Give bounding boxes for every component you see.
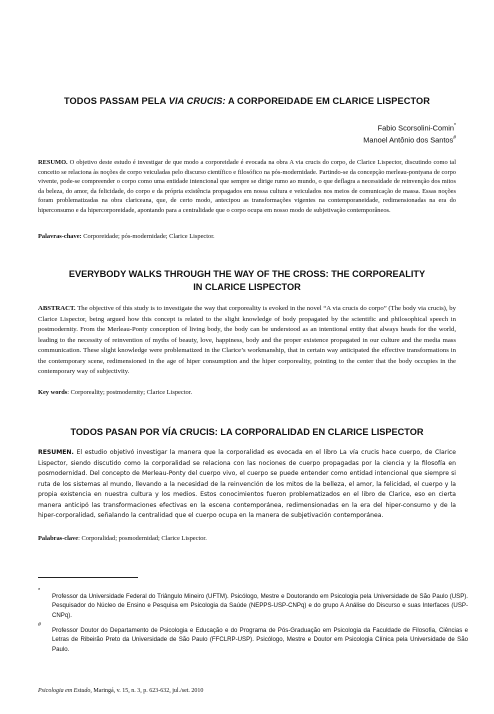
footnote-1-mark: * (38, 588, 41, 594)
abstract-english (38, 304, 456, 378)
abstract-en-label: ABSTRACT. (38, 305, 76, 312)
title-pt-italic: VIA CRUCIS: (168, 96, 226, 106)
title-english (36, 268, 458, 294)
author-1 (363, 121, 456, 133)
keywords-spanish (38, 535, 207, 542)
keywords-es-label: Palabras-clave (38, 535, 79, 542)
running-footer (38, 688, 203, 694)
abstract-en-text: The objective of this study is to investigate the way that corporeality is evoked in the novel “A via crucis do corpo” (The body via crucis), by Clarice Lispector, being argued how this concept is related to the slight knowledge of body propagated by the scientific and philosophical speech in postmodernity. From the Merleau-Ponty conception of living body, the body can be understood as an intentional entity that always heads for the world, leading to the necessity of reinvention of myths of beauty, love, happiness, body and the proper existence propagated in our culture and the media mass communication. These slight knowledge were problematized in the Clarice’s workmanship, that in certain way anticipated the effective transformations in the contemporary scene, redimensioned in the age of hiper consumption and the hiper corporeality, pointing to the center that the body occupies in the contemporary way of subjectivity. (38, 305, 456, 375)
author-2 (363, 133, 456, 145)
footnote-divider (38, 577, 138, 578)
title-portuguese (36, 96, 458, 106)
abstract-portuguese (38, 158, 456, 216)
author-2-name: Manoel Antônio dos Santos (363, 135, 454, 145)
author-1-name: Fabio Scorsolini-Comin (377, 123, 455, 133)
title-spanish: TODOS PASAN POR VÍA CRUCIS: LA CORPORALIDAD EN CLARICE LISPECTOR (70, 427, 424, 437)
title-pt-suffix: A CORPOREIDADE EM CLARICE LISPECTOR (225, 96, 431, 106)
footnote-2: Professor Doutor do Departamento de Psicologia e Educação e do Programa de Pós-Graduação em Psicologia da Faculdade de Filosofia, Ciências e Letras de Ribeirão Preto da Universidade de São Paulo (FFCLRP-USP). Psicólogo, Mestre e Doutor em Psicologia Clínica pela Universidade de São Paulo. (52, 627, 468, 653)
footnote-1: Professor da Universidade Federal do Triângulo Mineiro (UFTM). Psicólogo, Mestre e Doutorando em Psicologia pela Universidade de São Paulo (USP). Pesquisador do Núcleo de Ensino e Pesquisa em Psicologia da Saúde (NEPPS-USP-CNPq) e do grupo A Análise do Discurso e suas Interfaces (USP-CNPq). (52, 593, 468, 619)
footnote-2-mark: # (38, 622, 42, 628)
title-en-line1: EVERYBODY WALKS THROUGH THE WAY OF THE CROSS: THE CORPOREALITY (68, 269, 426, 279)
keywords-pt-label: Palavras-chave: (38, 233, 82, 240)
keywords-es-text: : Corporalidad; posmodernidad; Clarice Lispector. (78, 535, 207, 542)
author-2-mark: # (453, 135, 456, 142)
title-pt-prefix: TODOS PASSAM PELA (63, 96, 169, 106)
keywords-en-label: Key words (38, 389, 68, 396)
journal-details: , Maringá, v. 15, n. 3, p. 623-632, jul./set. 2010 (90, 688, 204, 694)
abstract-spanish (38, 448, 456, 522)
abstract-pt-label: RESUMO. (38, 159, 68, 166)
abstract-pt-text: O objetivo deste estudo é investigar de que modo a corporeidade é evocada na obra A via crucis do corpo, de Clarice Lispector, discutindo como tal conceito se relaciona às noções de corpo veiculadas pelo discurso científico e filosófico na pós-modernidade. Partindo-se da concepção merleau-pontyana de corpo vivente, pode-se compreender o corpo como uma entidade intencional que sempre se dirige rumo ao mundo, o que deflagra a necessidade de reinvenção dos mitos da beleza, do amor, da felicidade, do corpo e da própria existência propagados em nossa cultura e veiculados nos meios de comunicação de massa. Essas noções foram problematizadas na obra clariceana, que, de certo modo, antecipou as transformações vigentes na contemporaneidade, redimensionadas na era do hiperconsumo e da hipercorporeidade, apontando para a centralidade que o corpo ocupa em nosso modo de subjetivação contemporâneos. (38, 159, 456, 214)
keywords-english (38, 389, 192, 396)
abstract-es-text: El estudio objetivó investigar la manera que la corporalidad es evocada en el libro La vía crucis hace cuerpo, de Clarice Lispector, siendo discutido como la corporalidad se relaciona con las nociones de cuerpo propagadas por la ciencia y la filosofía en posmodernidad. Del concepto de Merleau-Ponty del cuerpo vivo, el cuerpo se puede entender como entidad intencional que siempre si ruta de los sistemas al mundo, llevando a la necesidad de la reinvención de los mitos de la belleza, el amor, la felicidad, el cuerpo y la propia existencia en nuestra cultura y los medios. Estos conocimientos fueron problematizados en el libro de Clarice, eso en cierta manera anticipó las transformaciones efectivas en la escena contemporánea, redimensionadas en la era del hiper-consumo y de la hiper-corporalidad, señalando la centralidad que el cuerpo ocupa en la manera de subjetivación contemporánea. (38, 449, 456, 519)
author-1-mark: * (454, 123, 456, 129)
keywords-en-text: : Corporeality; postmodernity; Clarice Lispector. (67, 389, 193, 396)
author-list (363, 121, 456, 146)
keywords-pt-text: Corporeidade; pós-modernidade; Clarice Lispector. (81, 233, 215, 240)
abstract-es-label: RESUMEN. (38, 449, 74, 456)
journal-name: Psicologia em Estudo (38, 688, 91, 694)
keywords-portuguese (38, 233, 215, 240)
title-en-line2: IN CLARICE LISPECTOR (193, 282, 301, 292)
